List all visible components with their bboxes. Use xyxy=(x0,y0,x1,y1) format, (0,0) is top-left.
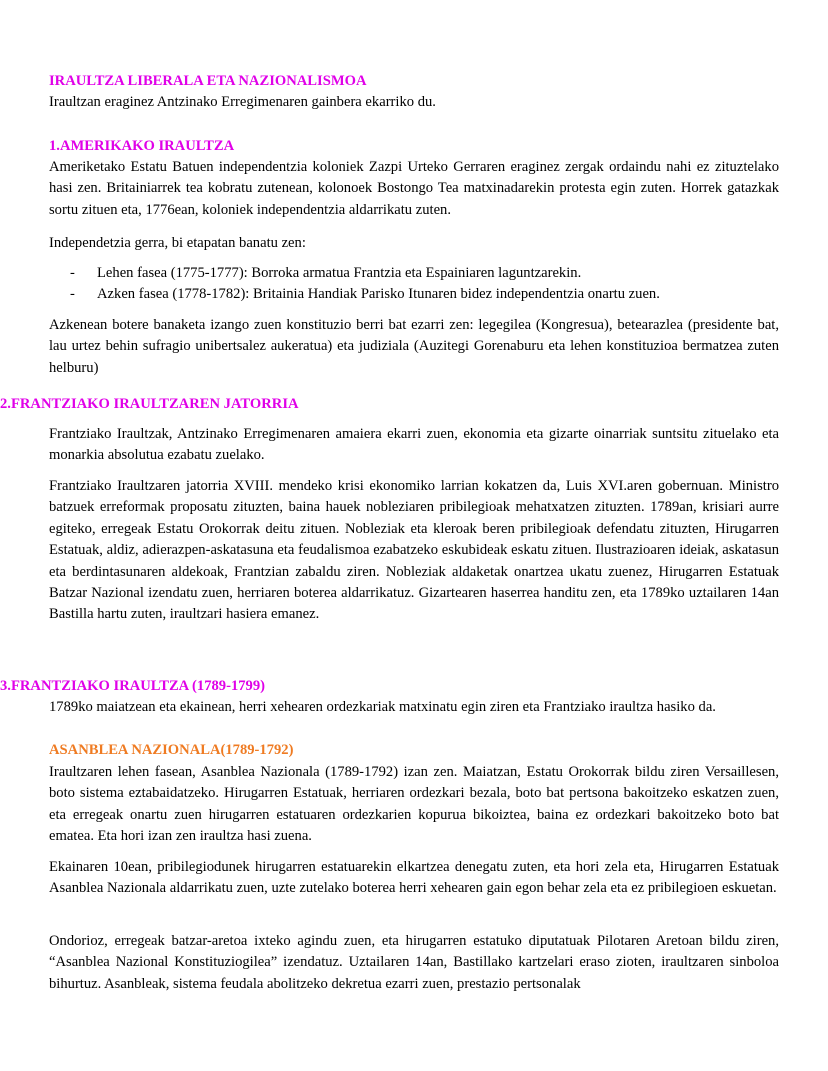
dash-bullet-icon: - xyxy=(70,286,75,303)
section-1-bullet-list xyxy=(49,263,779,306)
section-3-paragraph-4: Ondorioz, erregeak batzar-aretoa ixteko agindu zuen, eta hirugarren estatuko diputatuak Pilotaren Aretoan bildu ziren, “Asanblea Nazional Konstituziogilea” izendatuz. Uztailaren 14an, Bastillako kartzelari eraso zioten, iraultzaren sinboloa bihurtuz. Asanbleak, sistema feudala abolitzeko dekretua ezarri zuen, prestazio pertsonalak xyxy=(49,933,779,992)
list-item-text: Azken fasea (1778-1782): Britainia Handiak Parisko Itunaren bidez independentzia onartu zuen. xyxy=(97,286,660,303)
list-item-text: Lehen fasea (1775-1777): Borroka armatua Frantzia eta Espainiaren laguntzarekin. xyxy=(97,265,582,281)
dash-bullet-icon: - xyxy=(70,265,75,281)
list-item xyxy=(49,284,779,305)
document-title: IRAULTZA LIBERALA ETA NAZIONALISMOA xyxy=(49,73,367,89)
section-2-heading: 2.FRANTZIAKO IRAULTZAREN JATORRIA xyxy=(0,396,299,412)
section-1-paragraph-3: Azkenean botere banaketa izango zuen konstituzio berri bat ezarri zen: legegilea (Kongresua), betearazlea (presidente bat, lau urtez behin sufragio unibertsalez aukeratua) eta judiziala (Auzitegi Gorenaburu eta lehen konstituzioa bermatzea zuten helburu) xyxy=(49,317,779,376)
section-2-paragraph-1: Frantziako Iraultzak, Antzinako Erregimenaren amaiera ekarri zuen, ekonomia eta gizarte oinarriak suntsitu zituelako eta monarkia absolutua ezabatu zuelako. xyxy=(49,426,779,464)
section-1-heading: 1.AMERIKAKO IRAULTZA xyxy=(49,138,235,154)
intro-text: Iraultzan eraginez Antzinako Erregimenaren gainbera ekarriko du. xyxy=(49,94,436,110)
section-1-paragraph-2: Independetzia gerra, bi etapatan banatu zen: xyxy=(49,235,306,251)
section-2-paragraph-2: Frantziako Iraultzaren jatorria XVIII. mendeko krisi ekonomiko larrian kokatzen da, Luis XVI.aren gobernuan. Ministro batzuek erreformak proposatu zituzten, baina hauek nobleziaren pribilegioak mehatxatzen zituzten. 1789an, krisiari aurre egiteko, erregeak Estatu Orokorrak deitu zituen. Nobleziak eta kleroak beren pribilegioak defendatu zituzten, Hirugarren Estatuak, aldiz, adierazpen-askatasuna eta feudalismoa ezabatzeko eskubideak eskatu zituen. Ilustrazioaren ideiak, askatasun eta berdintasunaren aldekoak, Frantzian zabaldu ziren. Nobleziak aldaketak onartzea ukatu zuenez, Hirugarren Estatuak Batzar Nazional izendatu zuen, herriaren boterea aldarrikatuz. Gizartearen haserrea handitu zen, eta 1789ko uztailaren 14an Bastilla hartu zuten, iraultzari hasiera emanez. xyxy=(49,478,779,623)
list-item xyxy=(49,263,779,284)
section-3-paragraph-1: 1789ko maiatzean eta ekainean, herri xehearen ordezkariak matxinatu egin ziren eta Frantziako iraultza hasiko da. xyxy=(49,699,716,715)
section-3-heading: 3.FRANTZIAKO IRAULTZA (1789-1799) xyxy=(0,678,266,694)
section-1-paragraph-1: Ameriketako Estatu Batuen independentzia koloniek Zazpi Urteko Gerraren eraginez zergak ordaindu nahi ez zituztelako hasi zen. Britainiarrek tea kobratu zutenean, kolonoek Bostongo Tea matxinadarekin protesta egin zuten. Horrek gatazkak sortu zituen eta, 1776ean, koloniek independentzia aldarrikatu zuten. xyxy=(49,159,779,218)
section-3-subheading: ASANBLEA NAZIONALA(1789-1792) xyxy=(49,742,294,758)
section-3-paragraph-2: Iraultzaren lehen fasean, Asanblea Nazionala (1789-1792) izan zen. Maiatzan, Estatu Orokorrak bildu ziren Versaillesen, boto sistema eztabaidatzeko. Hirugarren Estatuak, herriaren ordezkari bezala, boto bat pertsona bakoitzeko eskatzen zuen, eta erregeak onartu zuen hirugarren estatuaren ordezkarien kopurua bikoiztea, baina ez ordezkari bakoitzeko boto bat ematea. Eta hori izan zen iraultza hasi zuena. xyxy=(49,764,779,845)
section-3-paragraph-3: Ekainaren 10ean, pribilegiodunek hirugarren estatuarekin elkartzea denegatu zuten, eta hori zela eta, Hirugarren Estatuak Asanblea Nazionala aldarrikatu zuen, uzte zutelako boterea herri xehearen gain egon behar zela eta ez pribilegioen eskuetan. xyxy=(49,859,779,897)
